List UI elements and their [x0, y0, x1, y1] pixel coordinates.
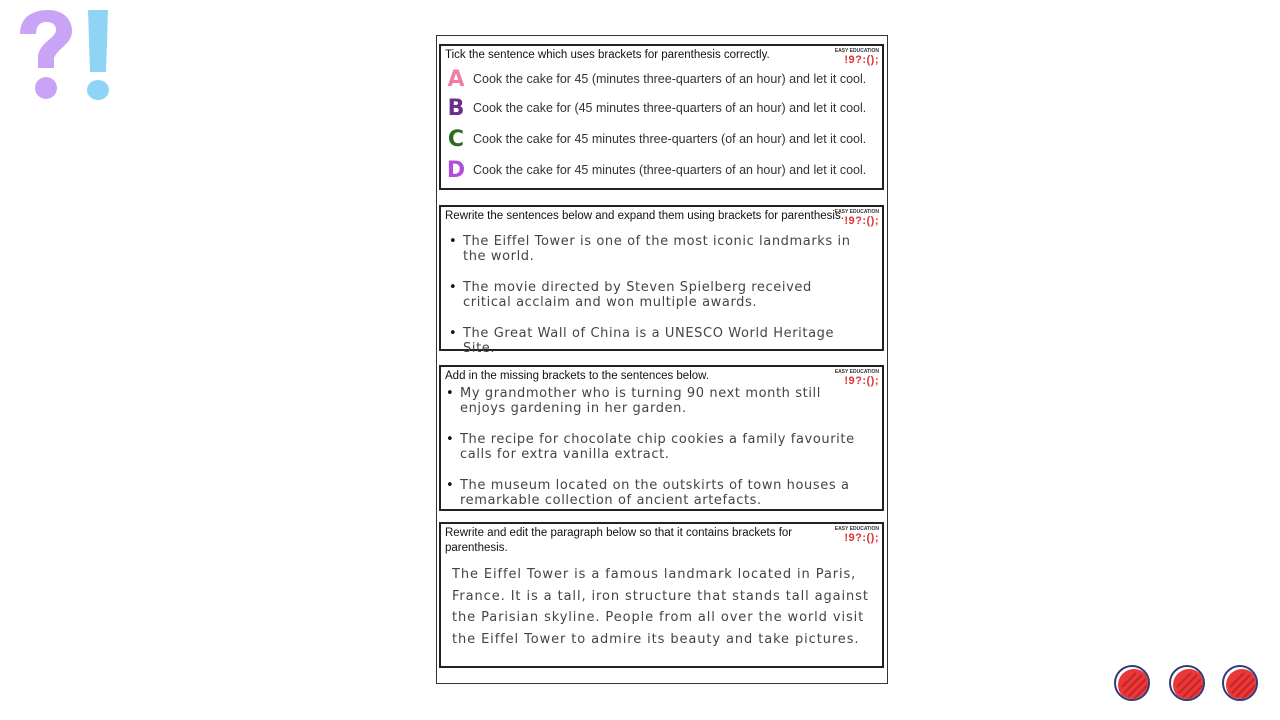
- list-item: • The movie directed by Steven Spielberg received critical acclaim and won multiple awards.: [449, 280, 859, 310]
- letter-c-icon: C: [447, 126, 465, 152]
- section-title: Rewrite the sentences below and expand them using brackets for parenthesis.: [445, 210, 844, 222]
- question-exclamation-decoration: [12, 6, 122, 106]
- letter-b-icon: B: [447, 95, 465, 121]
- option-d[interactable]: D Cook the cake for 45 minutes (three-quarters of an hour) and let it cool.: [446, 157, 867, 183]
- section-add-missing-brackets: [439, 365, 884, 511]
- easy-education-logo: EASY EDUCATION !9?:();: [834, 369, 879, 387]
- worksheet: [436, 35, 888, 684]
- nav-circle-button-1[interactable]: [1114, 665, 1150, 701]
- list-item: • The Eiffel Tower is one of the most iconic landmarks in the world.: [449, 234, 859, 264]
- list-item: • The Great Wall of China is a UNESCO World Heritage Site.: [449, 326, 859, 356]
- question-mark-icon: [20, 10, 72, 68]
- easy-education-logo: EASY EDUCATION !9?:();: [834, 209, 879, 227]
- exclamation-mark-icon: [88, 10, 108, 72]
- easy-education-logo: EASY EDUCATION !9?:();: [834, 48, 879, 66]
- sentence-list: [446, 386, 866, 508]
- section-title: Rewrite and edit the paragraph below so that it contains brackets for parenthesis.: [445, 527, 793, 554]
- option-a[interactable]: A Cook the cake for 45 (minutes three-quarters of an hour) and let it cool.: [445, 66, 875, 92]
- easy-education-logo: EASY EDUCATION !9?:();: [834, 526, 879, 544]
- option-b[interactable]: B Cook the cake for (45 minutes three-quarters of an hour) and let it cool.: [445, 95, 875, 121]
- option-c[interactable]: C Cook the cake for 45 minutes three-quarters (of an hour) and let it cool.: [445, 126, 875, 152]
- section-title: Tick the sentence which uses brackets for parenthesis correctly.: [445, 49, 770, 61]
- list-item: • My grandmother who is turning 90 next month still enjoys gardening in her garden.: [446, 386, 866, 416]
- nav-circle-button-2[interactable]: [1169, 665, 1205, 701]
- paragraph-text: The Eiffel Tower is a famous landmark located in Paris, France. It is a tall, iron structure that stands tall against the Parisian skyline. People from all over the world visit the Eiffel Tower to admire its beauty and take pictures.: [452, 567, 869, 647]
- section-title: Add in the missing brackets to the sentences below.: [445, 370, 710, 382]
- letter-d-icon: D: [446, 157, 466, 183]
- section-rewrite-expand: [439, 205, 884, 356]
- section-tick-correct-sentence: [439, 44, 884, 190]
- list-item: • The museum located on the outskirts of town houses a remarkable collection of ancient artefacts.: [446, 478, 866, 508]
- section-rewrite-paragraph: [439, 522, 884, 668]
- list-item: • The recipe for chocolate chip cookies a family favourite calls for extra vanilla extract.: [446, 432, 866, 462]
- sentence-list: [449, 234, 859, 356]
- nav-circle-button-3[interactable]: [1222, 665, 1258, 701]
- letter-a-icon: A: [447, 66, 465, 92]
